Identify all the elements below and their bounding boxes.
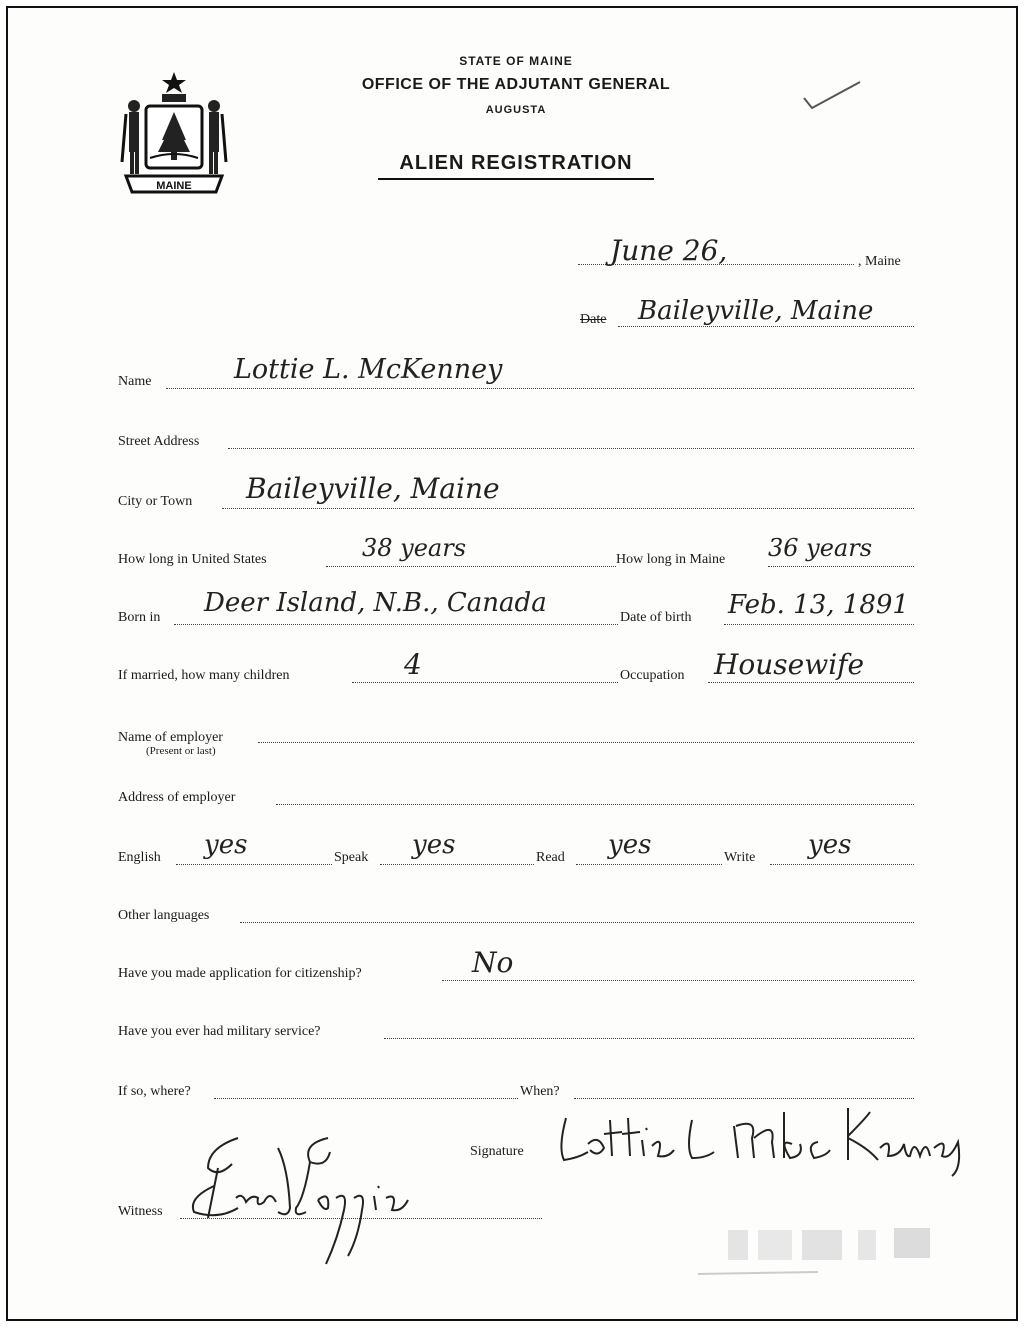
employer-address-dotline <box>276 804 914 805</box>
english-dotline <box>176 864 332 865</box>
place-dotline <box>618 326 914 327</box>
form-title: ALIEN REGISTRATION <box>399 152 633 174</box>
header-city: AUGUSTA <box>485 104 547 116</box>
street-address-label: Street Address <box>118 434 200 449</box>
how-long-maine-dotline <box>768 566 914 567</box>
date-of-birth-dotline <box>724 624 914 625</box>
write-label: Write <box>724 850 756 865</box>
date-of-birth-label: Date of birth <box>620 610 692 625</box>
children-label: If married, how many children <box>118 668 290 683</box>
city-value[interactable]: Baileyville, Maine <box>246 472 500 505</box>
header-office: OFFICE OF THE ADJUTANT GENERAL <box>361 76 671 93</box>
signature-image <box>548 1098 968 1178</box>
born-in-dotline <box>174 624 618 625</box>
born-in-label: Born in <box>118 610 161 625</box>
occupation-dotline <box>708 682 914 683</box>
witness-signature-image <box>178 1128 418 1268</box>
citizenship-label: Have you made application for citizenship? <box>118 966 362 981</box>
other-languages-label: Other languages <box>118 908 210 923</box>
header-state: STATE OF MAINE <box>459 54 573 68</box>
children-dotline <box>352 682 618 683</box>
employer-name-sublabel: (Present or last) <box>146 745 216 757</box>
write-dotline <box>770 864 914 865</box>
write-value[interactable]: yes <box>808 830 852 860</box>
children-value[interactable]: 4 <box>404 648 422 681</box>
if-so-where-dotline <box>214 1098 518 1099</box>
date-value[interactable]: June 26, <box>610 234 728 267</box>
witness-label: Witness <box>118 1204 163 1219</box>
employer-name-dotline <box>258 742 914 743</box>
citizenship-dotline <box>442 980 914 981</box>
place-value[interactable]: Baileyville, Maine <box>638 296 874 326</box>
speak-dotline <box>380 864 534 865</box>
military-dotline <box>384 1038 914 1039</box>
occupation-label: Occupation <box>620 668 685 683</box>
name-label: Name <box>118 374 152 389</box>
citizenship-value[interactable]: No <box>472 946 514 979</box>
english-value[interactable]: yes <box>204 830 248 860</box>
read-value[interactable]: yes <box>608 830 652 860</box>
other-languages-dotline <box>240 922 914 923</box>
title-underline <box>378 178 654 180</box>
read-label: Read <box>536 850 565 865</box>
how-long-us-dotline <box>326 566 616 567</box>
name-value[interactable]: Lottie L. McKenney <box>234 354 503 385</box>
check-mark-icon <box>798 74 868 114</box>
speak-value[interactable]: yes <box>412 830 456 860</box>
street-address-dotline <box>228 448 914 449</box>
signature-label: Signature <box>470 1144 524 1159</box>
when-label: When? <box>520 1084 560 1099</box>
how-long-us-value[interactable]: 38 years <box>362 534 467 562</box>
city-label: City or Town <box>118 494 193 509</box>
read-dotline <box>576 864 722 865</box>
received-stamp-mark <box>698 1216 948 1286</box>
date-of-birth-value[interactable]: Feb. 13, 1891 <box>728 590 909 620</box>
english-label: English <box>118 850 161 865</box>
occupation-value[interactable]: Housewife <box>714 648 865 681</box>
city-dotline <box>222 508 914 509</box>
employer-name-label: Name of employer <box>118 730 223 745</box>
speak-label: Speak <box>334 850 369 865</box>
if-so-where-label: If so, where? <box>118 1084 191 1099</box>
place-label: Date <box>580 312 607 327</box>
name-dotline <box>166 388 914 389</box>
military-label: Have you ever had military service? <box>118 1024 321 1039</box>
registration-form <box>6 6 1018 1321</box>
how-long-maine-value[interactable]: 36 years <box>768 534 873 562</box>
svg-text:MAINE: MAINE <box>156 180 192 192</box>
how-long-us-label: How long in United States <box>118 552 267 567</box>
born-in-value[interactable]: Deer Island, N.B., Canada <box>204 588 547 618</box>
employer-address-label: Address of employer <box>118 790 236 805</box>
how-long-maine-label: How long in Maine <box>616 552 726 567</box>
date-suffix: , Maine <box>858 254 901 269</box>
